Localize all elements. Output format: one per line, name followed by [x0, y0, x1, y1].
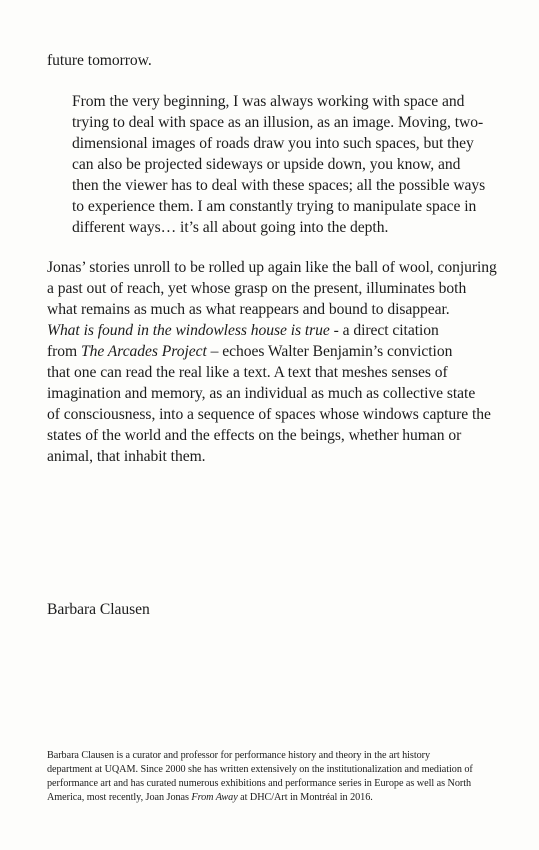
- paragraph-text: - a direct citation: [329, 322, 439, 339]
- paragraph-line: imagination and memory, as an individual as much as collective state: [47, 385, 476, 402]
- quote-line: to experience them. I am constantly trying to manipulate space in: [72, 198, 477, 215]
- bio-line: [47, 791, 373, 805]
- paragraph-line: animal, that inhabit them.: [47, 448, 206, 465]
- quote-line: then the viewer has to deal with these spaces; all the possible ways: [72, 177, 486, 194]
- paragraph-line: a past out of reach, yet whose grasp on the present, illuminates both: [47, 280, 467, 297]
- paragraph-line: Jonas’ stories unroll to be rolled up again like the ball of wool, conjuring: [47, 259, 497, 276]
- quote-line: dimensional images of roads draw you into such spaces, but they: [72, 135, 474, 152]
- bio-line: department at UQAM. Since 2000 she has written extensively on the institutionalization and mediation of: [47, 764, 473, 775]
- intro-line: future tomorrow.: [47, 52, 152, 69]
- author-signature: Barbara Clausen: [47, 601, 150, 618]
- quote-line: trying to deal with space as an illusion, as an image. Moving, two-: [72, 114, 484, 131]
- exhibition-title: From Away: [191, 792, 238, 803]
- quote-line: different ways… it’s all about going into the depth.: [72, 219, 389, 236]
- bio-text: America, most recently, Joan Jonas: [47, 792, 192, 803]
- paragraph-line: states of the world and the effects on the beings, whether human or: [47, 427, 462, 444]
- book-title: The Arcades Project: [80, 343, 207, 360]
- quote-line: From the very beginning, I was always working with space and: [72, 93, 465, 110]
- paragraph-line: [47, 341, 452, 362]
- bio-text: at DHC/Art in Montréal in 2016.: [237, 792, 373, 803]
- paragraph-line: that one can read the real like a text. A text that meshes senses of: [47, 364, 448, 381]
- quote-line: can also be projected sideways or upside down, you know, and: [72, 156, 461, 173]
- paragraph-text: from: [47, 343, 81, 360]
- paragraph-line: what remains as much as what reappears and bound to disappear.: [47, 301, 450, 318]
- paragraph-line: of consciousness, into a sequence of spaces whose windows capture the: [47, 406, 491, 423]
- bio-line: Barbara Clausen is a curator and professor for performance history and theory in the art history: [47, 750, 431, 761]
- bio-line: performance art and has curated numerous exhibitions and performance series in Europe as well as North: [47, 778, 472, 789]
- paragraph-line: [47, 320, 439, 341]
- paragraph-text: – echoes Walter Benjamin’s conviction: [206, 343, 453, 360]
- citation-title: What is found in the windowless house is true: [47, 322, 330, 339]
